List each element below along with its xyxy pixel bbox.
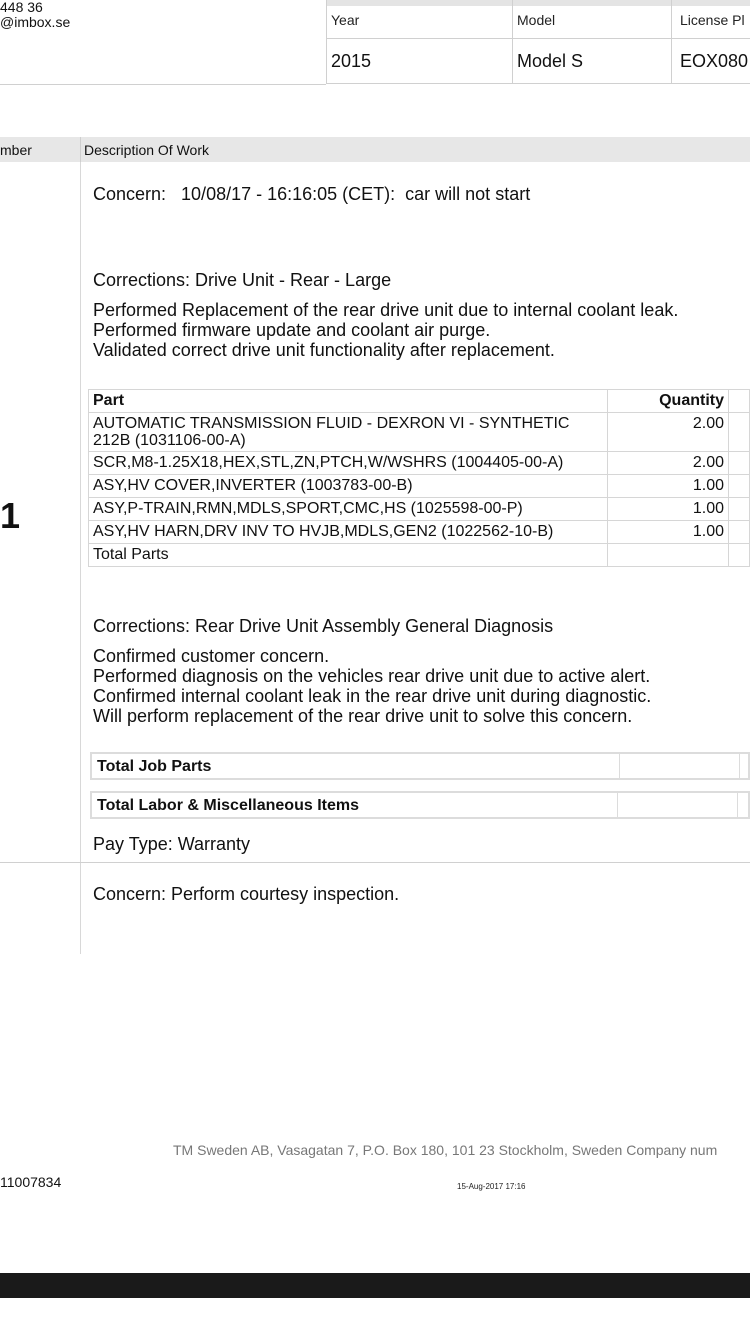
total-col-divider	[619, 754, 620, 778]
correction-line: Performed Replacement of the rear drive unit due to internal coolant leak.	[93, 300, 679, 320]
part-qty: 1.00	[608, 521, 729, 544]
correction-title: Corrections: Drive Unit - Rear - Large	[93, 270, 392, 290]
job-separator	[0, 862, 750, 863]
part-name: AUTOMATIC TRANSMISSION FLUID - DEXRON VI - SYNTHETIC 212B (1031106-00-A)	[89, 413, 608, 452]
table-row	[89, 475, 750, 498]
diagnosis-line: Confirmed internal coolant leak in the rear drive unit during diagnostic.	[93, 686, 652, 706]
print-timestamp: 15-Aug-2017 17:16	[457, 1182, 526, 1191]
year-header: Year	[331, 12, 360, 28]
extra-col	[729, 544, 750, 567]
extra-col	[729, 521, 750, 544]
part-col-header: Part	[89, 390, 608, 413]
extra-col	[729, 498, 750, 521]
part-name: ASY,HV HARN,DRV INV TO HVJB,MDLS,GEN2 (1022562-10-B)	[89, 521, 608, 544]
total-parts-value	[608, 544, 729, 567]
total-col-divider	[739, 754, 740, 778]
vehicle-table-topbar	[326, 0, 750, 6]
table-row	[89, 498, 750, 521]
part-name: ASY,HV COVER,INVERTER (1003783-00-B)	[89, 475, 608, 498]
table-row	[89, 452, 750, 475]
part-qty: 1.00	[608, 498, 729, 521]
total-job-parts-row	[90, 752, 750, 780]
license-value: EOX080	[680, 51, 749, 71]
total-labor-row	[90, 791, 750, 819]
job-number-col-header: mber	[0, 142, 32, 158]
job-column-divider	[80, 162, 81, 954]
company-footer: TM Sweden AB, Vasagatan 7, P.O. Box 180, 101 23 Stockholm, Sweden Company num	[173, 1142, 718, 1158]
model-header: Model	[517, 12, 556, 28]
diagnosis-line: Will perform replacement of the rear drive unit to solve this concern.	[93, 706, 633, 726]
parts-table-header	[89, 390, 750, 413]
part-name: ASY,P-TRAIN,RMN,MDLS,SPORT,CMC,HS (1025598-00-P)	[89, 498, 608, 521]
customer-contact	[0, 0, 70, 30]
phone-text: 448 36	[0, 0, 43, 15]
description-col-header: Description Of Work	[84, 142, 209, 158]
total-parts-row	[89, 544, 750, 567]
quantity-col-header: Quantity	[608, 390, 729, 413]
parts-table	[88, 389, 750, 567]
part-name: SCR,M8-1.25X18,HEX,STL,ZN,PTCH,W/WSHRS (1004405-00-A)	[89, 452, 608, 475]
email-text: @imbox.se	[0, 14, 71, 30]
vehicle-row-divider	[326, 38, 750, 39]
correction-details	[93, 300, 678, 360]
bottom-bar	[0, 1273, 750, 1298]
correction-line: Performed firmware update and coolant air purge.	[93, 320, 491, 340]
extra-col	[729, 475, 750, 498]
divider	[0, 84, 326, 85]
document-number: 11007834	[0, 1174, 62, 1190]
diagnosis-line: Confirmed customer concern.	[93, 646, 330, 666]
total-labor-label: Total Labor & Miscellaneous Items	[97, 797, 359, 814]
vehicle-row-divider	[326, 83, 750, 84]
correction-line: Validated correct drive unit functionality after replacement.	[93, 340, 555, 360]
total-parts-label: Total Parts	[89, 544, 608, 567]
diagnosis-details	[93, 646, 651, 726]
vehicle-col-divider	[326, 0, 327, 84]
diagnosis-title: Corrections: Rear Drive Unit Assembly General Diagnosis	[93, 616, 554, 636]
vehicle-col-divider	[671, 0, 672, 84]
pay-type: Pay Type: Warranty	[93, 834, 251, 854]
part-qty: 2.00	[608, 452, 729, 475]
job-number: 1	[0, 495, 21, 536]
part-qty: 2.00	[608, 413, 729, 452]
license-header: License Pl	[680, 12, 745, 28]
total-job-parts-label: Total Job Parts	[97, 758, 212, 775]
extra-col	[729, 452, 750, 475]
diagnosis-line: Performed diagnosis on the vehicles rear drive unit due to active alert.	[93, 666, 651, 686]
total-col-divider	[737, 793, 738, 817]
model-value: Model S	[517, 51, 584, 71]
table-row	[89, 521, 750, 544]
vehicle-col-divider	[512, 0, 513, 84]
table-row	[89, 413, 750, 452]
concern-text: Concern: 10/08/17 - 16:16:05 (CET): car will not start	[93, 184, 531, 204]
concern-text: Concern: Perform courtesy inspection.	[93, 884, 400, 904]
header-col-divider	[80, 137, 81, 162]
part-qty: 1.00	[608, 475, 729, 498]
job-header-bar	[0, 137, 750, 162]
vehicle-table	[326, 0, 750, 84]
total-col-divider	[617, 793, 618, 817]
extra-col	[729, 390, 750, 413]
extra-col	[729, 413, 750, 452]
year-value: 2015	[331, 51, 372, 71]
